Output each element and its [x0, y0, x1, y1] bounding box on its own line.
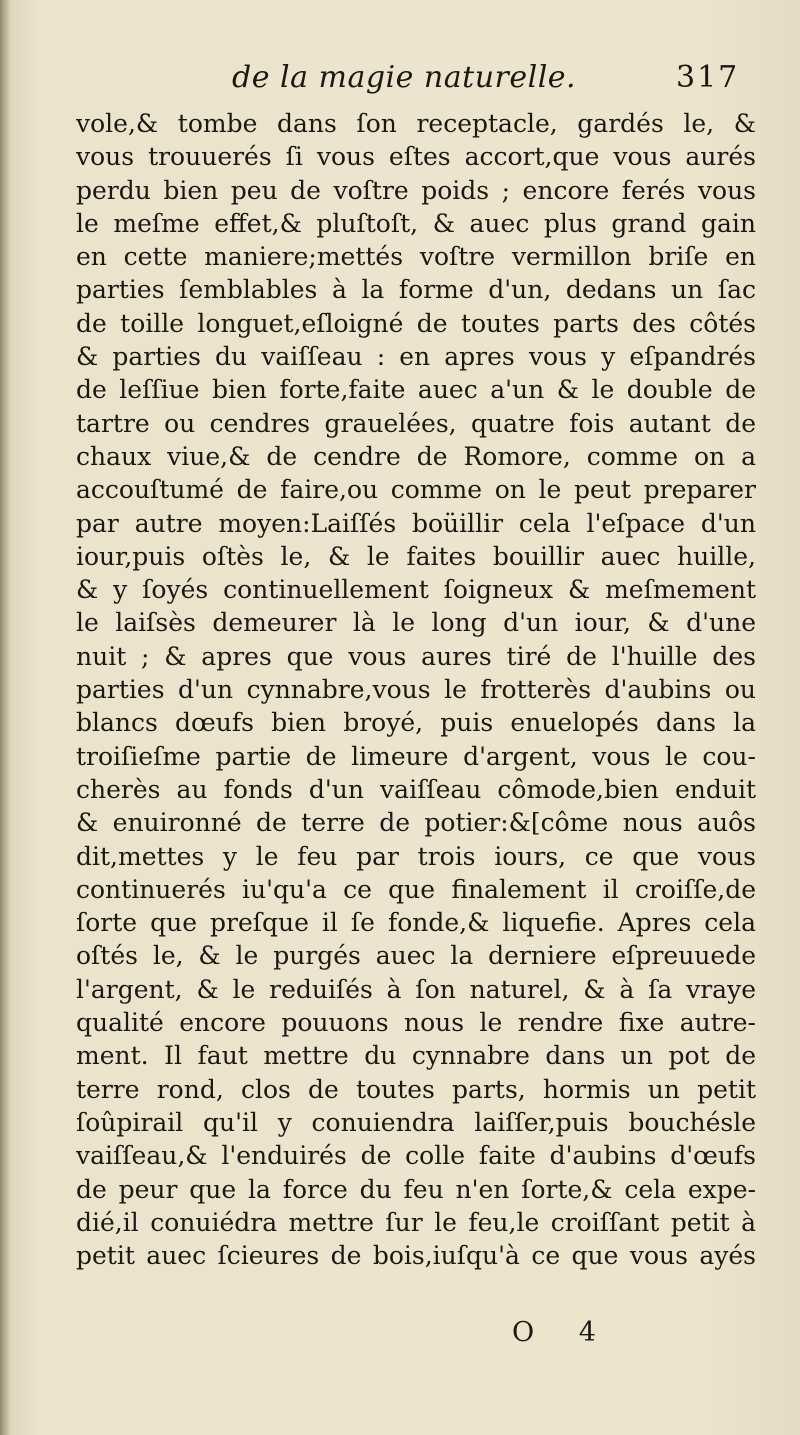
text-line: vous trouuerés ſi vous eſtes accort,que vous aurés — [76, 142, 756, 172]
text-line: blancs dœufs bien broyé, puis enuelopés dans la — [76, 708, 756, 738]
text-line: dit,mettes y le feu par trois iours, ce que vous — [76, 841, 756, 871]
binding-gutter — [0, 0, 10, 1435]
running-title: de la magie naturelle. — [232, 60, 577, 95]
text-line: qualité encore pouuons nous le rendre fixe autre- — [76, 1008, 756, 1038]
text-line: le meſme effet,& pluſtoſt, & auec plus grand gain — [76, 208, 756, 238]
text-line: parties d'un cynnabre,vous le frotterès d'aubins ou — [76, 675, 756, 705]
text-line: ment. Il faut mettre du cynnabre dans un pot de — [76, 1041, 756, 1071]
text-line: accouſtumé de faire,ou comme on le peut preparer — [76, 475, 756, 505]
text-line: oſtés le, & le purgés auec la derniere eſpreuuede — [76, 941, 756, 971]
text-line: de toille longuet,eſloigné de toutes parts des côtés — [76, 308, 756, 338]
text-line: en cette maniere;mettés voſtre vermillon briſe en — [76, 242, 756, 272]
text-line: chaux viue,& de cendre de Romore, comme on a — [76, 441, 756, 471]
text-line: tartre ou cendres grauelées, quatre fois autant de — [76, 408, 756, 438]
text-line: ſoûpirail qu'il y conuiendra laiſſer,puis bouchésle — [76, 1107, 756, 1137]
text-line: terre rond, clos de toutes parts, hormis un petit — [76, 1074, 756, 1104]
text-line: l'argent, & le reduiſés à ſon naturel, & à ſa vraye — [76, 974, 756, 1004]
text-line: dié,il conuiédra mettre ſur le feu,le croiſſant petit à — [76, 1207, 756, 1237]
text-line: & enuironné de terre de potier:&[côme nous auôs — [76, 808, 756, 838]
text-line: de peur que la force du feu n'en ſorte,& cela expe- — [76, 1174, 756, 1204]
text-line: continuerés iu'qu'a ce que finalement il croiſſe,de — [76, 874, 756, 904]
text-line: par autre moyen:Laiſſés boüillir cela l'eſpace d'un — [76, 508, 756, 538]
text-line: vole,& tombe dans ſon receptacle, gardés le, & — [76, 109, 756, 138]
text-line: nuit ; & apres que vous aures tiré de l'huille des — [76, 641, 756, 671]
text-line: petit auec ſcieures de bois,iuſqu'à ce que vous ayés — [76, 1241, 756, 1271]
body-text — [76, 107, 756, 1272]
text-line: & y ſoyés continuellement ſoigneux & meſmement — [76, 575, 756, 605]
page-number: 317 — [676, 60, 740, 95]
text-line: vaiſſeau,& l'enduirés de colle faite d'aubins d'œufs — [76, 1141, 756, 1171]
text-line: iour,puis oſtès le, & le faites bouillir auec huille, — [76, 541, 756, 571]
text-line: perdu bien peu de voſtre poids ; encore ferés vous — [76, 175, 756, 205]
text-line: ſorte que preſque il ſe fonde,& liquefie. Apres cela — [76, 908, 756, 938]
text-line: le laiſsès demeurer là le long d'un iour, & d'une — [76, 608, 756, 638]
signature-mark: O 4 — [512, 1317, 614, 1348]
text-line: troiſieſme partie de limeure d'argent, vous le cou- — [76, 741, 756, 771]
text-line: cherès au fonds d'un vaiſſeau cômode,bien enduit — [76, 774, 756, 804]
running-head — [0, 58, 800, 100]
text-line: & parties du vaiſſeau : en apres vous y eſpandrés — [76, 342, 756, 372]
text-line: de leſſiue bien forte,faite auec a'un & le double de — [76, 375, 756, 405]
text-line: parties ſemblables à la forme d'un, dedans un ſac — [76, 275, 756, 305]
